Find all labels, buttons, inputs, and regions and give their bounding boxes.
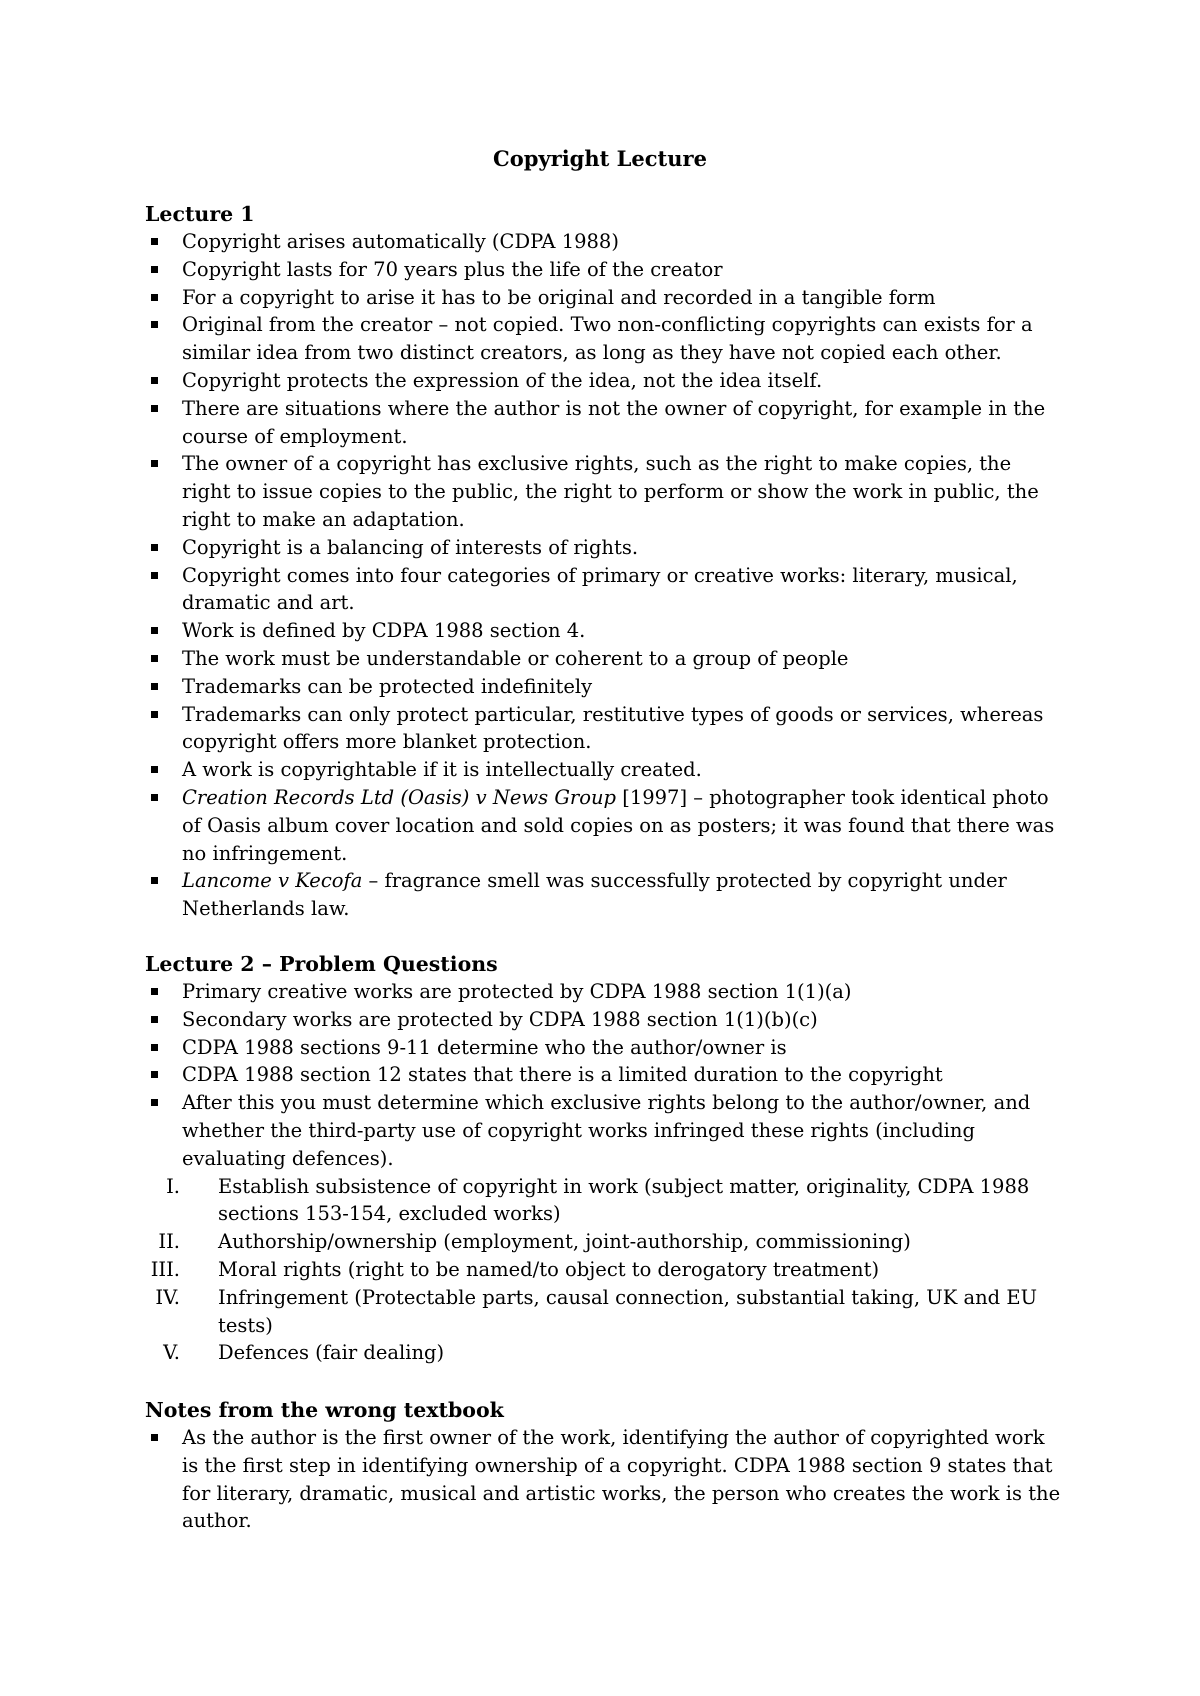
- list-item: [145, 867, 1065, 923]
- bullet-icon: [151, 1071, 158, 1078]
- lecture-1-heading: Lecture 1: [145, 202, 255, 226]
- list-item: [145, 1061, 1065, 1089]
- list-item-text: The owner of a copyright has exclusive rights, such as the right to make copies, the right to issue copies to the public, the right to perform or show the work in public, the right to make an adaptation.: [182, 452, 1039, 531]
- item-number: IV.: [155, 1285, 180, 1309]
- lecture-1-bullet-list: [145, 228, 1065, 923]
- numbered-item: [145, 1284, 1065, 1340]
- list-item-text: After this you must determine which exclusive rights belong to the author/owner, and whether the third-party use of copyright works infringed these rights (including evaluating defences).: [182, 1091, 1031, 1170]
- bullet-icon: [151, 794, 158, 801]
- case-description: – fragrance smell was successfully protected by copyright under Netherlands law.: [182, 869, 1007, 921]
- list-item-text: Copyright comes into four categories of primary or creative works: literary, musical, dramatic and art.: [182, 563, 1018, 615]
- bullet-icon: [151, 711, 158, 718]
- list-item-text: Trademarks can be protected indefinitely: [182, 674, 593, 698]
- document-title: Copyright Lecture: [493, 146, 707, 171]
- case-description: [1997] – photographer took identical photo of Oasis album cover location and sold copies on as posters; it was found that there was no infringement.: [182, 785, 1055, 865]
- list-item-text: Secondary works are protected by CDPA 1988 section 1(1)(b)(c): [182, 1007, 818, 1031]
- bullet-icon: [151, 627, 158, 634]
- list-item: [145, 395, 1065, 451]
- numbered-item-text: Establish subsistence of copyright in work (subject matter, originality, CDPA 1988 sections 153-154, excluded works): [218, 1174, 1030, 1226]
- list-item: [145, 756, 1065, 784]
- list-item: [145, 673, 1065, 701]
- numbered-item: [145, 1228, 1065, 1256]
- item-number: III.: [150, 1257, 180, 1281]
- list-item-text: Copyright protects the expression of the idea, not the idea itself.: [182, 368, 823, 392]
- bullet-icon: [151, 266, 158, 273]
- list-item-text: Trademarks can only protect particular, restitutive types of goods or services, whereas copyright offers more blanket protection.: [182, 702, 1044, 754]
- list-item-text: Copyright is a balancing of interests of rights.: [182, 535, 639, 559]
- list-item: [145, 1089, 1065, 1172]
- bullet-icon: [151, 544, 158, 551]
- list-item-text: A work is copyrightable if it is intellectually created.: [182, 758, 702, 782]
- notes-bullet-list: [145, 1424, 1065, 1535]
- numbered-item: [145, 1173, 1065, 1229]
- list-item: [145, 562, 1065, 618]
- list-item-text: For a copyright to arise it has to be original and recorded in a tangible form: [182, 285, 936, 309]
- list-item: [145, 784, 1065, 867]
- list-item-text: Primary creative works are protected by CDPA 1988 section 1(1)(a): [182, 980, 852, 1003]
- bullet-icon: [151, 460, 158, 467]
- bullet-icon: [151, 988, 158, 995]
- bullet-icon: [151, 1434, 158, 1441]
- list-item-text: Copyright arises automatically (CDPA 1988): [182, 230, 619, 253]
- list-item: [145, 450, 1065, 533]
- list-item: [145, 701, 1065, 757]
- bullet-icon: [151, 766, 158, 773]
- list-item-text: There are situations where the author is not the owner of copyright, for example in the course of employment.: [182, 396, 1046, 448]
- notes-section: [145, 1396, 1065, 1535]
- list-item-text: Copyright lasts for 70 years plus the life of the creator: [182, 257, 723, 281]
- bullet-icon: [151, 377, 158, 384]
- list-item: [145, 256, 1065, 284]
- case-name: Lancome v Kecofa: [182, 869, 363, 893]
- list-item: [145, 978, 1065, 1006]
- lecture-1-section: [145, 200, 1065, 923]
- numbered-item: [145, 1256, 1065, 1284]
- list-item-text: CDPA 1988 section 12 states that there is a limited duration to the copyright: [182, 1063, 943, 1087]
- notes-heading: Notes from the wrong textbook: [145, 1398, 504, 1422]
- case-name: Creation Records Ltd (Oasis) v News Group: [182, 785, 617, 809]
- bullet-icon: [151, 877, 158, 884]
- list-item: [145, 645, 1065, 673]
- bullet-icon: [151, 1099, 158, 1106]
- bullet-icon: [151, 238, 158, 245]
- bullet-icon: [151, 1016, 158, 1023]
- bullet-icon: [151, 294, 158, 301]
- list-item: [145, 534, 1065, 562]
- numbered-item-text: Authorship/ownership (employment, joint-authorship, commissioning): [218, 1230, 911, 1254]
- list-item-text: As the author is the first owner of the work, identifying the author of copyrighted work is the first step in identifying ownership of a copyright. CDPA 1988 section 9 states that for literary, dramatic, musical and artistic works, the person who creates the work is the author.: [182, 1426, 1061, 1533]
- list-item-text: Work is defined by CDPA 1988 section 4.: [182, 619, 586, 643]
- numbered-item: [145, 1339, 1065, 1367]
- list-item: [145, 617, 1065, 645]
- bullet-icon: [151, 405, 158, 412]
- list-item-text: CDPA 1988 sections 9-11 determine who the author/owner is: [182, 1035, 787, 1059]
- numbered-item-text: Infringement (Protectable parts, causal connection, substantial taking, UK and EU tests): [218, 1285, 1037, 1337]
- bullet-icon: [151, 655, 158, 662]
- item-number: V.: [163, 1341, 180, 1365]
- bullet-icon: [151, 572, 158, 579]
- numbered-item-text: Defences (fair dealing): [218, 1341, 445, 1365]
- lecture-2-bullet-list: [145, 978, 1065, 1173]
- list-item: [145, 1034, 1065, 1062]
- list-item-text: Original from the creator – not copied. Two non-conflicting copyrights can exists for a similar idea from two distinct creators, as long as they have not copied each other.: [182, 313, 1033, 365]
- list-item: [145, 311, 1065, 367]
- list-item: [145, 228, 1065, 256]
- numbered-item-text: Moral rights (right to be named/to object to derogatory treatment): [218, 1257, 880, 1281]
- item-number: II.: [158, 1230, 180, 1254]
- list-item: [145, 284, 1065, 312]
- bullet-icon: [151, 683, 158, 690]
- lecture-2-heading: Lecture 2 – Problem Questions: [145, 952, 498, 976]
- bullet-icon: [151, 321, 158, 328]
- list-item: [145, 1006, 1065, 1034]
- item-number: I.: [166, 1174, 180, 1198]
- list-item: [145, 1424, 1065, 1535]
- list-item: [145, 367, 1065, 395]
- list-item-text: The work must be understandable or coherent to a group of people: [182, 646, 849, 670]
- bullet-icon: [151, 1044, 158, 1051]
- roman-numeral-list: [145, 1173, 1065, 1368]
- lecture-2-section: [145, 950, 1065, 1367]
